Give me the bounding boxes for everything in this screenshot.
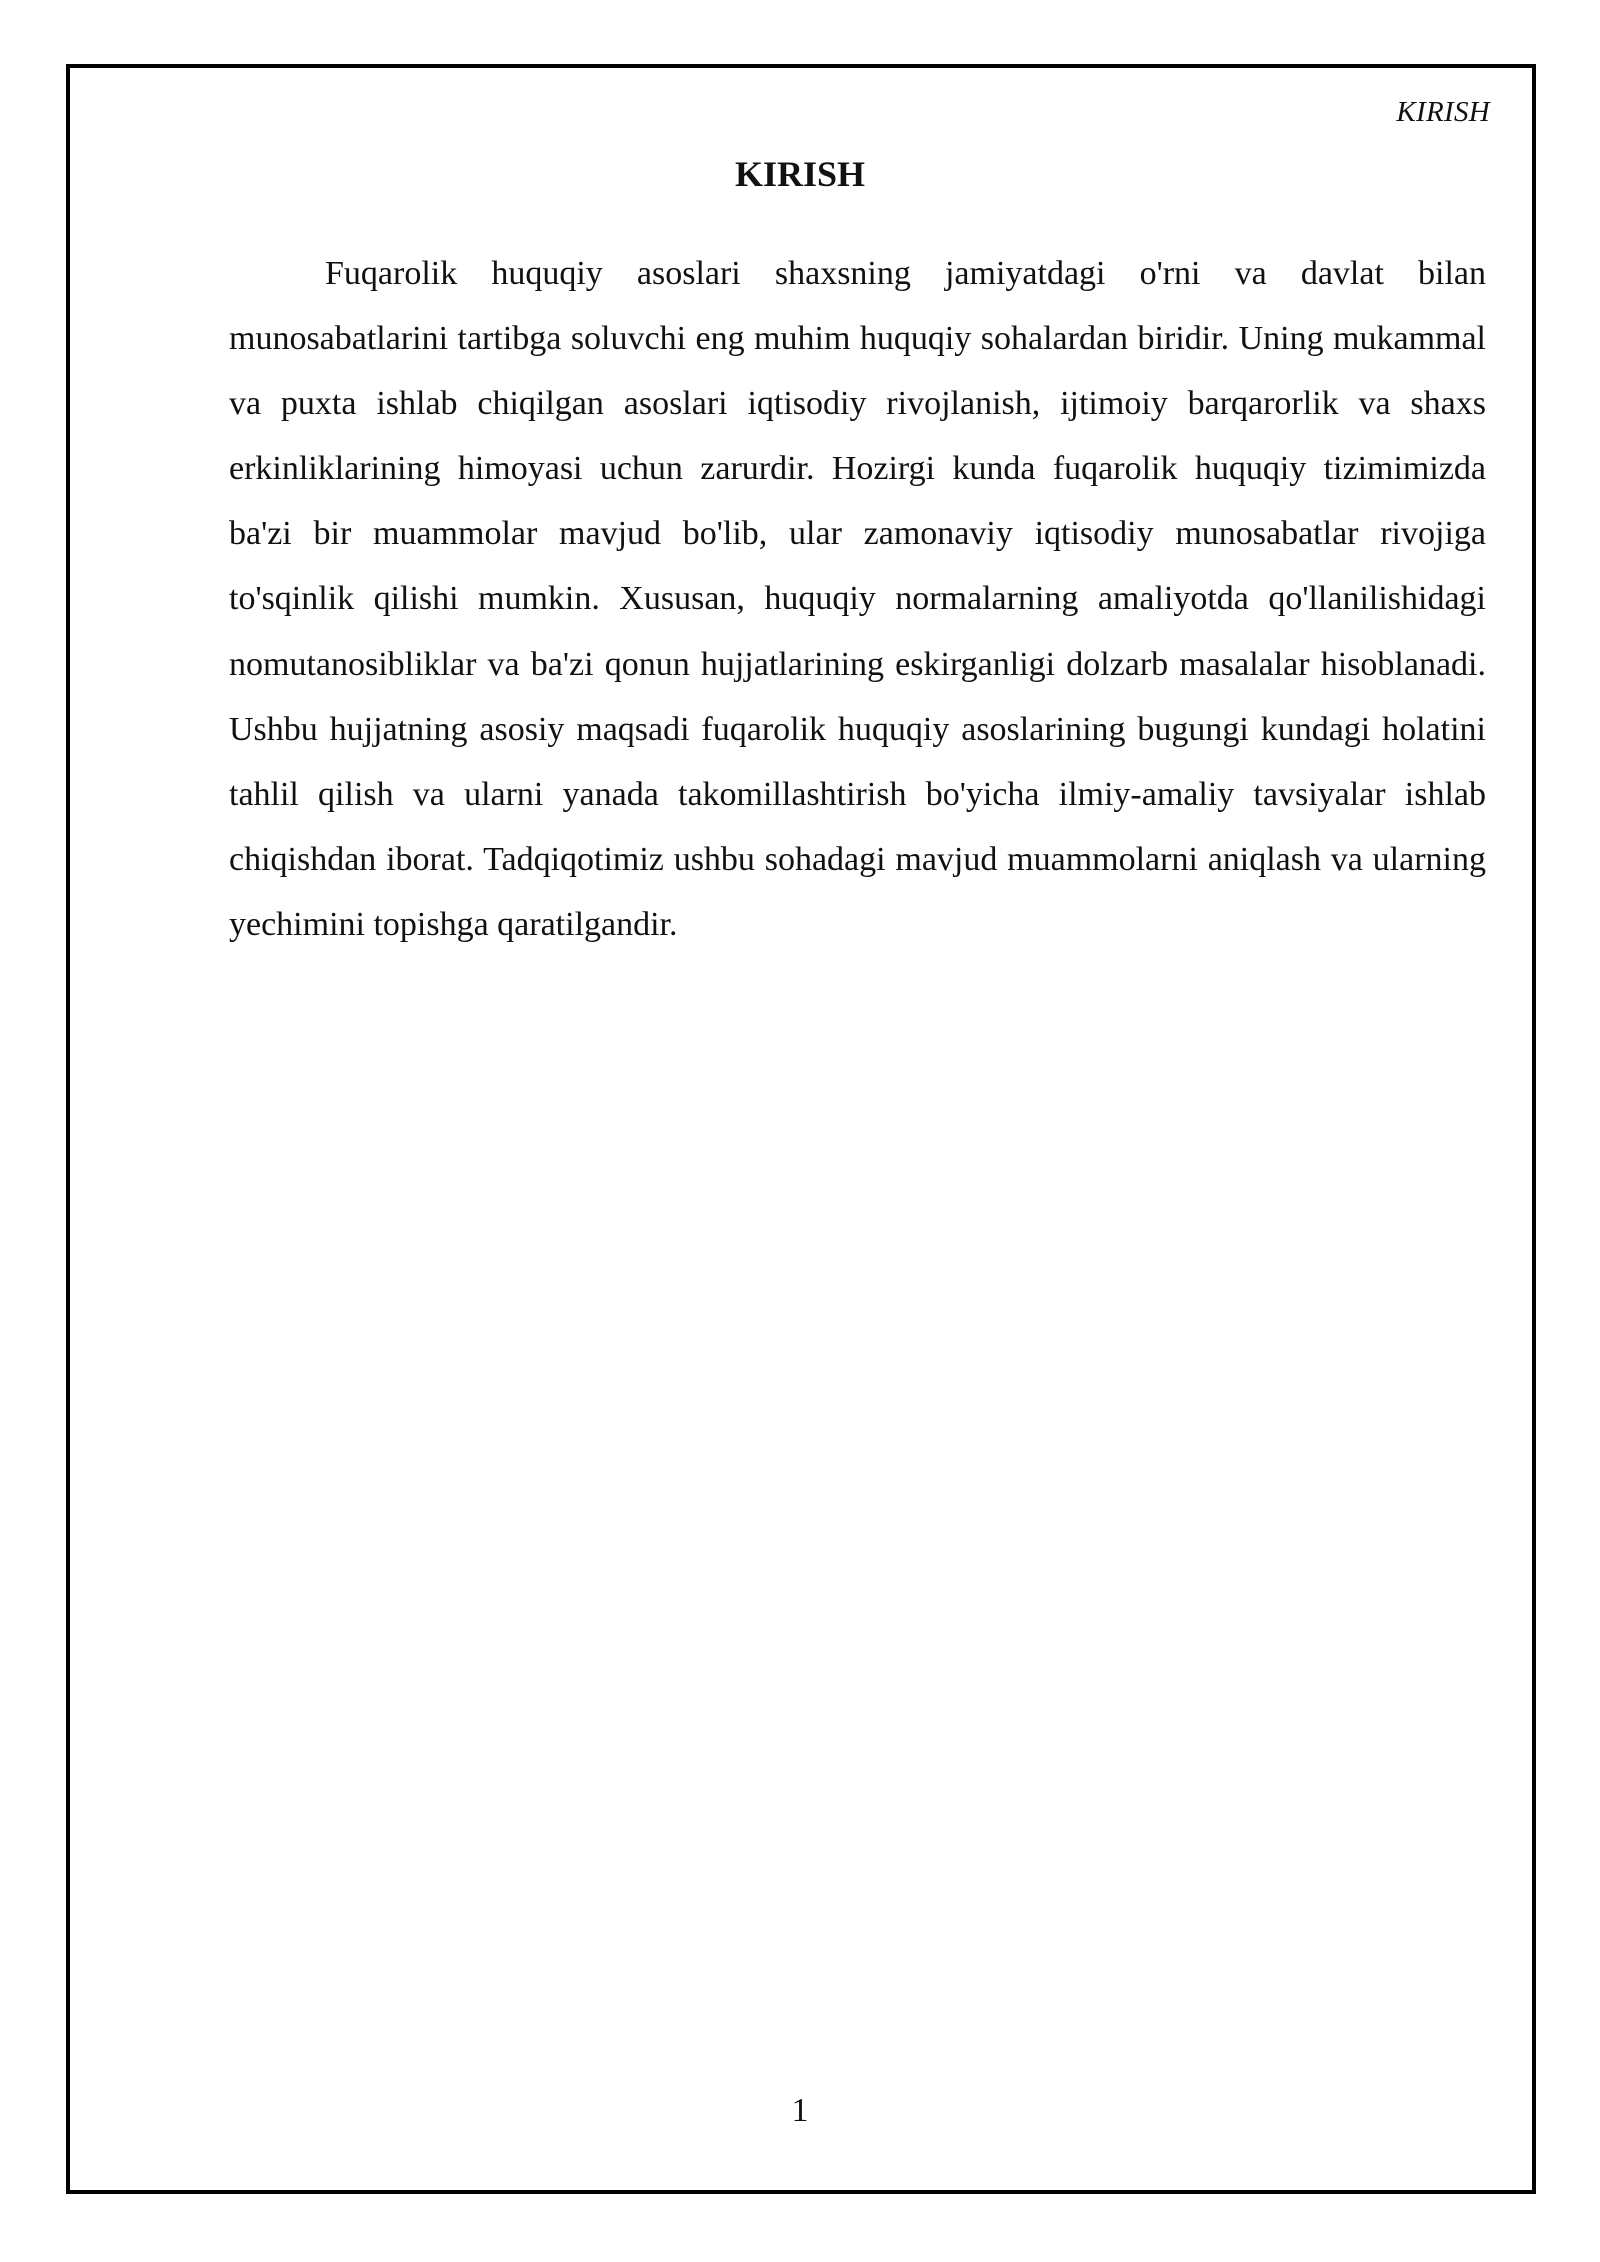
page-number: 1 <box>791 2092 809 2129</box>
running-header: KIRISH <box>1396 96 1490 128</box>
page-title: KIRISH <box>734 154 866 194</box>
body-paragraph: Fuqarolik huquqiy asoslari shaxsning jamiyatdagi o'rni va davlat bilan munosabatlarini tartibga soluvchi eng muhim huquqiy sohalardan biridir. Uning mukammal va puxta ishlab chiqilgan asoslari iqtisodiy rivojlanish, ijtimoiy barqarorlik va shaxs erkinliklarining himoyasi uchun zarurdir. Hozirgi kunda fuqarolik huquqiy tizimimizda ba'zi bir muammolar mavjud bo'lib, ular zamonaviy iqtisodiy munosabatlar rivojiga to'sqinlik qilishi mumkin. Xususan, huquqiy normalarning amaliyotda qo'llanilishidagi nomutanosibliklar va ba'zi qonun hujjatlarining eskirganligi dolzarb masalalar hisoblanadi. Ushbu hujjatning asosiy maqsadi fuqarolik huquqiy asoslarining bugungi kundagi holatini tahlil qilish va ularni yanada takomillashtirish bo'yicha ilmiy-amaliy tavsiyalar ishlab chiqishdan iborat. Tadqiqotimiz ushbu sohadagi mavjud muammolarni aniqlash va ularning yechimini topishga qaratilgandir. <box>229 255 1486 943</box>
